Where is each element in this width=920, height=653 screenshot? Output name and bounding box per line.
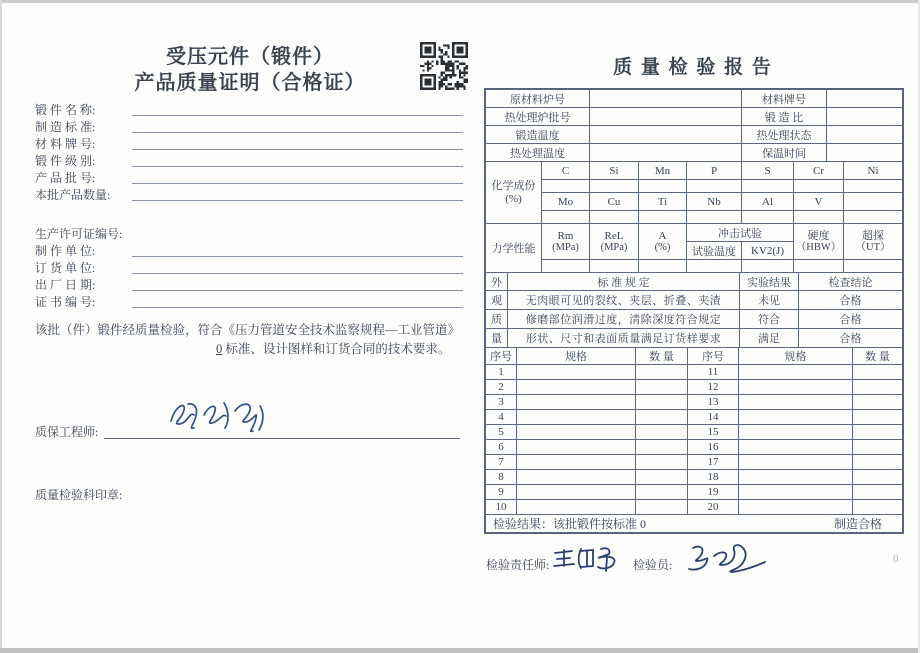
spec-cell xyxy=(739,365,853,380)
table-row xyxy=(486,380,903,395)
ut-header xyxy=(844,224,903,260)
info-value-cell xyxy=(590,108,742,126)
field-underline xyxy=(132,171,463,184)
field-label: 材 料 牌 号: xyxy=(35,137,96,151)
inspector-responsible-label: 检验责任师: xyxy=(486,558,550,572)
field-underline xyxy=(132,188,463,201)
qty-cell xyxy=(636,395,688,410)
chem-value-cell xyxy=(794,180,844,193)
spec-cell xyxy=(739,410,853,425)
element-header: V xyxy=(794,193,844,211)
serial-cell: 11 xyxy=(688,365,739,380)
material-info-table xyxy=(485,89,903,162)
field-row xyxy=(35,293,463,310)
scan-edge-bottom xyxy=(0,648,920,653)
field-row xyxy=(35,101,463,118)
appearance-label-char: 外 xyxy=(486,273,508,291)
qty-cell xyxy=(853,440,903,455)
serial-cell: 13 xyxy=(688,395,739,410)
chemistry-table xyxy=(485,161,903,224)
field-underline xyxy=(132,261,463,274)
serial-cell: 15 xyxy=(688,425,739,440)
qty-cell xyxy=(636,365,688,380)
serial-cell: 10 xyxy=(486,500,517,515)
qty-cell xyxy=(853,485,903,500)
info-value-cell xyxy=(590,90,742,108)
elongation-unit: (%) xyxy=(654,241,671,253)
field-label: 制 造 标 准: xyxy=(35,120,96,134)
result-value: 未见 xyxy=(740,291,799,310)
inspector-signature xyxy=(681,540,771,576)
field-underline xyxy=(169,228,463,240)
spec-cell xyxy=(739,470,853,485)
table-row xyxy=(486,395,903,410)
field-underline xyxy=(132,154,463,167)
inspection-stamp-label: 质量检验科印章: xyxy=(35,488,123,502)
field-label: 生产许可证编号: xyxy=(35,227,123,241)
info-label: 热处理炉批号 xyxy=(486,108,590,126)
table-row xyxy=(486,224,903,242)
statement-line2 xyxy=(35,340,465,359)
field-label: 产 品 批 号: xyxy=(35,171,96,185)
result-header: 实验结果 xyxy=(740,273,799,291)
inspector-label: 检验员: xyxy=(633,558,673,572)
field-group-product xyxy=(35,101,463,203)
table-row xyxy=(486,500,903,515)
chem-value-cell xyxy=(844,180,903,193)
info-label: 保温时间 xyxy=(742,144,827,162)
mech-value-cell xyxy=(687,260,742,273)
qty-cell xyxy=(853,425,903,440)
info-value-cell xyxy=(590,126,742,144)
spec-cell xyxy=(517,365,636,380)
serial-cell: 8 xyxy=(486,470,517,485)
inspection-result-cell xyxy=(486,515,903,533)
mech-value-cell xyxy=(639,260,687,273)
qr-code xyxy=(420,42,468,90)
conclusion-value: 合格 xyxy=(799,329,903,348)
serial-cell: 9 xyxy=(486,485,517,500)
rm-symbol: Rm xyxy=(557,229,574,242)
field-row xyxy=(35,242,463,259)
table-row xyxy=(486,329,903,348)
info-value-cell xyxy=(827,90,903,108)
qty-cell xyxy=(853,395,903,410)
serial-cell: 18 xyxy=(688,470,739,485)
rm-unit: (MPa) xyxy=(552,241,579,253)
mech-value-cell xyxy=(794,260,844,273)
spec-cell xyxy=(739,380,853,395)
field-underline xyxy=(132,120,463,133)
spec-cell xyxy=(739,395,853,410)
chemistry-label-line2: (%) xyxy=(505,192,522,205)
standard-header: 标 准 规 定 xyxy=(508,273,740,291)
spec-cell xyxy=(517,455,636,470)
info-label: 热处理状态 xyxy=(742,126,827,144)
left-page-title xyxy=(40,44,460,96)
rel-symbol: ReL xyxy=(604,229,624,242)
standard-text: 修磨部位润滑过度，清除深度符合规定 xyxy=(508,310,740,329)
serial-cell: 4 xyxy=(486,410,517,425)
rel-unit: (MPa) xyxy=(600,241,628,253)
table-row xyxy=(486,455,903,470)
hardness-unit: （HBW） xyxy=(795,241,842,253)
field-underline xyxy=(132,295,463,308)
element-header: Cu xyxy=(590,193,639,211)
serial-cell: 7 xyxy=(486,455,517,470)
spec-cell xyxy=(517,410,636,425)
serial-cell: 16 xyxy=(688,440,739,455)
standard-text: 无肉眼可见的裂纹、夹层、折叠、夹渣 xyxy=(508,291,740,310)
element-header: Nb xyxy=(687,193,742,211)
appearance-label-char: 质 xyxy=(486,310,508,329)
qty-cell xyxy=(853,380,903,395)
field-label: 订 货 单 位: xyxy=(35,261,96,275)
chem-value-cell xyxy=(542,180,590,193)
qty-cell xyxy=(853,500,903,515)
info-value-cell xyxy=(827,126,903,144)
info-label: 材料牌号 xyxy=(742,90,827,108)
conclusion-value: 合格 xyxy=(799,310,903,329)
qty-cell xyxy=(636,500,688,515)
statement-line1: 该批（件）锻件经质量检验，符合《压力管道安全技术监察规程—工业管道》 xyxy=(35,323,461,337)
qty-cell xyxy=(636,380,688,395)
chem-value-cell xyxy=(687,211,742,224)
field-row xyxy=(35,225,463,242)
table-row xyxy=(486,162,903,180)
field-row xyxy=(35,186,463,203)
qty-header: 数 量 xyxy=(853,348,903,365)
table-row xyxy=(486,273,903,291)
standard-text: 形状、尺寸和表面质量满足订货样要求 xyxy=(508,329,740,348)
table-row xyxy=(486,126,903,144)
field-group-order xyxy=(35,225,463,310)
element-header: Mo xyxy=(542,193,590,211)
qty-cell xyxy=(636,440,688,455)
rel-header xyxy=(590,224,639,260)
info-label: 热处理温度 xyxy=(486,144,590,162)
chem-value-cell xyxy=(590,211,639,224)
element-header: Al xyxy=(742,193,794,211)
qty-cell xyxy=(636,410,688,425)
elongation-symbol: A xyxy=(658,229,667,242)
serial-cell: 2 xyxy=(486,380,517,395)
qty-cell xyxy=(853,365,903,380)
field-row xyxy=(35,135,463,152)
serial-cell: 6 xyxy=(486,440,517,455)
conclusion-value: 合格 xyxy=(799,291,903,310)
table-row xyxy=(486,193,903,211)
inspection-result-table xyxy=(485,514,903,533)
element-header: S xyxy=(742,162,794,180)
serial-cell: 19 xyxy=(688,485,739,500)
element-header: Si xyxy=(590,162,639,180)
info-value-cell xyxy=(827,144,903,162)
statement-standard-ref: 0 xyxy=(216,342,223,356)
qty-cell xyxy=(636,470,688,485)
left-title-line2: 产品质量证明（合格证） xyxy=(134,72,366,94)
serial-header: 序号 xyxy=(688,348,739,365)
spec-cell xyxy=(517,380,636,395)
ut-unit: （UT） xyxy=(855,241,891,253)
faint-zero-mark: 0 xyxy=(893,553,899,565)
field-row xyxy=(35,118,463,135)
table-row xyxy=(486,90,903,108)
serial-cell: 14 xyxy=(688,410,739,425)
appearance-label-char: 量 xyxy=(486,329,508,348)
mech-value-cell xyxy=(542,260,590,273)
field-label: 制 作 单 位: xyxy=(35,244,96,258)
conformity-statement xyxy=(35,321,465,359)
table-row xyxy=(486,425,903,440)
field-label: 证 书 编 号: xyxy=(35,295,96,309)
info-value-cell xyxy=(827,108,903,126)
result-value: 符合 xyxy=(740,310,799,329)
field-label: 本批产品数量: xyxy=(35,188,111,202)
chemistry-label-line1: 化学成份 xyxy=(491,179,536,192)
table-row xyxy=(486,365,903,380)
inspector-responsible-signature xyxy=(551,545,623,573)
field-label: 锻 件 级 别: xyxy=(35,154,96,168)
mechanical-section-label: 力学性能 xyxy=(486,224,542,273)
impact-test-header: 冲击试验 xyxy=(687,224,794,242)
scan-edge-top xyxy=(0,0,920,3)
spec-cell xyxy=(517,470,636,485)
chemistry-section-label xyxy=(486,162,542,224)
spec-cell xyxy=(739,455,853,470)
qa-engineer-label: 质保工程师: xyxy=(35,425,99,439)
field-underline xyxy=(132,278,463,291)
table-row xyxy=(486,180,903,193)
right-page-title: 质 量 检 验 报 告 xyxy=(613,57,773,78)
field-row xyxy=(35,259,463,276)
table-row xyxy=(486,260,903,273)
element-header xyxy=(844,193,903,211)
chem-value-cell xyxy=(742,211,794,224)
serial-cell: 1 xyxy=(486,365,517,380)
field-underline xyxy=(132,137,463,150)
chem-value-cell xyxy=(844,211,903,224)
elongation-header xyxy=(639,224,687,260)
serial-cell: 3 xyxy=(486,395,517,410)
left-title-line1: 受压元件（锻件） xyxy=(166,46,334,68)
result-value: 满足 xyxy=(740,329,799,348)
field-label: 锻 件 名 称: xyxy=(35,103,96,117)
table-row xyxy=(486,108,903,126)
table-row xyxy=(486,310,903,329)
field-row xyxy=(35,276,463,293)
table-row xyxy=(486,440,903,455)
spec-cell xyxy=(739,485,853,500)
impact-kv2-header: KV2(J) xyxy=(742,242,794,260)
spec-header: 规格 xyxy=(517,348,636,365)
chem-value-cell xyxy=(687,180,742,193)
mech-value-cell xyxy=(844,260,903,273)
element-header: P xyxy=(687,162,742,180)
serial-cell: 5 xyxy=(486,425,517,440)
scan-edge-left xyxy=(0,0,2,653)
inspection-result-text: 检验结果：该批锻件按标准 0 xyxy=(493,517,647,531)
table-row xyxy=(486,470,903,485)
element-header: Ti xyxy=(639,193,687,211)
table-row xyxy=(486,485,903,500)
qty-cell xyxy=(636,485,688,500)
table-row xyxy=(486,410,903,425)
table-row xyxy=(486,144,903,162)
chem-value-cell xyxy=(639,180,687,193)
table-row xyxy=(486,291,903,310)
impact-temp-header: 试验温度 xyxy=(687,242,742,260)
field-underline xyxy=(132,103,463,116)
mechanical-table xyxy=(485,223,903,273)
field-underline xyxy=(132,244,463,257)
spec-cell xyxy=(517,395,636,410)
chem-value-cell xyxy=(542,211,590,224)
info-label: 原材料炉号 xyxy=(486,90,590,108)
spec-list-table xyxy=(485,347,903,515)
field-row xyxy=(35,152,463,169)
spec-cell xyxy=(517,425,636,440)
chem-value-cell xyxy=(742,180,794,193)
field-label: 出 厂 日 期: xyxy=(35,278,96,292)
hardness-header xyxy=(794,224,844,260)
statement-line2-rest: 标准、设计图样和订货合同的技术要求。 xyxy=(222,342,451,356)
field-row xyxy=(35,169,463,186)
appearance-table xyxy=(485,272,903,348)
inspection-report-table xyxy=(484,88,904,534)
qty-cell xyxy=(636,425,688,440)
spec-header: 规格 xyxy=(739,348,853,365)
serial-header: 序号 xyxy=(486,348,517,365)
table-row xyxy=(486,515,903,533)
spec-cell xyxy=(739,425,853,440)
info-label: 锻 造 比 xyxy=(742,108,827,126)
serial-cell: 12 xyxy=(688,380,739,395)
spec-cell xyxy=(517,500,636,515)
info-label: 锻造温度 xyxy=(486,126,590,144)
qa-signature-line xyxy=(104,428,460,439)
spec-cell xyxy=(739,500,853,515)
ut-label: 超探 xyxy=(862,229,884,242)
conclusion-header: 检查结论 xyxy=(799,273,903,291)
spec-cell xyxy=(517,440,636,455)
mech-value-cell xyxy=(742,260,794,273)
qty-cell xyxy=(853,455,903,470)
chem-value-cell xyxy=(639,211,687,224)
element-header: Cr xyxy=(794,162,844,180)
chem-value-cell xyxy=(794,211,844,224)
info-value-cell xyxy=(590,144,742,162)
qty-cell xyxy=(853,410,903,425)
element-header: C xyxy=(542,162,590,180)
element-header: Ni xyxy=(844,162,903,180)
qa-engineer-signature xyxy=(163,394,278,438)
qty-cell xyxy=(853,470,903,485)
appearance-label-char: 观 xyxy=(486,291,508,310)
qty-cell xyxy=(636,455,688,470)
qty-header: 数 量 xyxy=(636,348,688,365)
manufacture-verdict: 制造合格 xyxy=(833,517,882,531)
spec-cell xyxy=(739,440,853,455)
table-row xyxy=(486,348,903,365)
table-row xyxy=(486,211,903,224)
serial-cell: 17 xyxy=(688,455,739,470)
element-header: Mn xyxy=(639,162,687,180)
spec-cell xyxy=(517,485,636,500)
hardness-label: 硬度 xyxy=(807,229,830,242)
mech-value-cell xyxy=(590,260,639,273)
chem-value-cell xyxy=(590,180,639,193)
rm-header xyxy=(542,224,590,260)
serial-cell: 20 xyxy=(688,500,739,515)
